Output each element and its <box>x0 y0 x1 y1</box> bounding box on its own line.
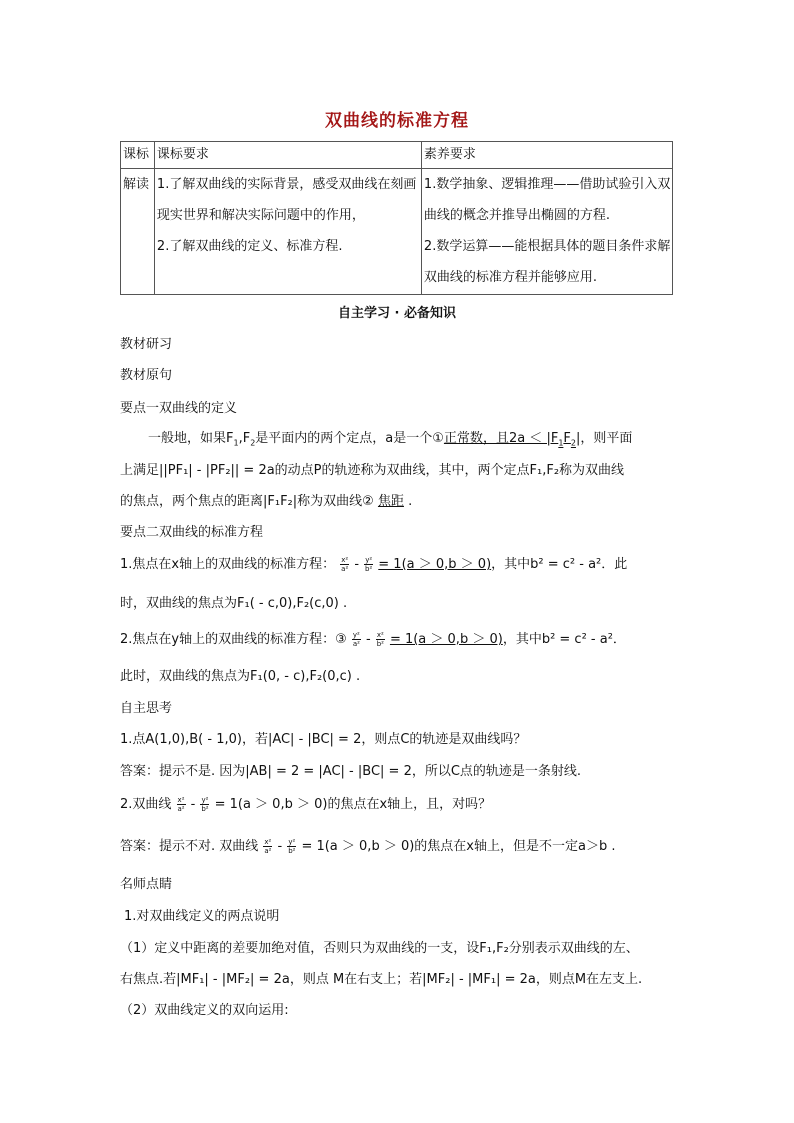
literacy-item: 2.数学运算——能根据具体的题目条件求解双曲线的标准方程并能够应用. <box>423 239 671 285</box>
answer-1: 答案：提示不是. 因为|AB| = 2 = |AC| - |BC| = 2，所以C点的轨迹是一条射线. <box>120 764 582 779</box>
point1-line1: 一般地，如果$F_1,F_2$是平面内的两个定点，a是一个①正常数，且$2a < |F_1F_2|$，则平面 <box>148 431 633 448</box>
fraction: $\frac{\text{x²}}{\text{a²}}$ <box>264 838 272 855</box>
question-1: 1.点A(1,0),B( - 1,0)，若|AC| - |BC| = 2，则点C的轨迹是双曲线吗？ <box>120 732 527 747</box>
point1-line2: 上满足||PF₁| - |PF₂|| = 2a的动点P的轨迹称为双曲线，其中，两个定点F₁,F₂称为双曲线 <box>120 463 625 478</box>
std-eq-y: 2.焦点在y轴上的双曲线的标准方程：③ $\frac{\text{y²}}{\text{a²}}$ - $\frac{\text{x²}}{\text{b²}}$ = 1(a ＞ 0,b ＞ 0)，其中b² = c² - a²． <box>120 631 626 648</box>
fraction: $\frac{\text{x²}}{\text{a²}}$ <box>177 796 185 813</box>
curriculum-table <box>120 141 673 295</box>
std-eq-x: 1.焦点在x轴上的双曲线的标准方程： $\frac{\text{x²}}{\text{a²}}$ - $\frac{\text{y²}}{\text{b²}}$ = 1(a ＞ 0,b ＞ 0)，其中b² = c² - a²．此 <box>120 556 628 573</box>
fraction: $\frac{\text{y²}}{\text{b²}}$ <box>288 838 296 855</box>
original-label: 教材原句 <box>120 368 173 383</box>
teacher-point-3: 右焦点.若|MF₁| - |MF₂| = 2a，则点 M在右支上；若|MF₂| - |MF₁| = 2a，则点M在左支上. <box>120 972 643 987</box>
table-header-cell: 课标 <box>121 142 155 169</box>
literacy-item: 1.数学抽象、逻辑推理——借助试验引入双曲线的概念并推导出椭圆的方程. <box>423 177 671 223</box>
requirement-item: 1.了解双曲线的实际背景，感受双曲线在刻画现实世界和解决实际问题中的作用， <box>156 177 417 223</box>
table-row-label: 解读 <box>121 169 155 295</box>
blank-answer: 焦距 <box>377 494 404 509</box>
table-header-cell: 素养要求 <box>421 142 672 169</box>
fraction: $\frac{\text{y²}}{\text{b²}}$ <box>365 556 373 573</box>
fraction: $\frac{\text{x²}}{\text{a²}}$ <box>341 556 349 573</box>
teacher-point-2: （1）定义中距离的差要加绝对值，否则只为双曲线的一支，设F₁,F₂分别表示双曲线的左、 <box>120 941 639 956</box>
requirement-item: 2.了解双曲线的定义、标准方程. <box>156 239 343 254</box>
fraction: $\frac{\text{y²}}{\text{b²}}$ <box>201 796 209 813</box>
page-title: 双曲线的标准方程 <box>325 111 469 131</box>
think-title: 自主思考 <box>120 701 173 716</box>
fraction: $\frac{\text{x²}}{\text{b²}}$ <box>376 631 384 648</box>
point1-title: 要点一双曲线的定义 <box>120 401 238 416</box>
point1-line3: 的焦点，两个焦点的距离|F₁F₂|称为双曲线② 焦距 . <box>120 494 413 509</box>
teacher-point-4: （2）双曲线定义的双向运用: <box>120 1003 289 1018</box>
question-2: 2.双曲线 $\frac{\text{x²}}{\text{a²}}$ - $\frac{\text{y²}}{\text{b²}}$ = 1(a ＞ 0,b ＞ 0)的焦点在x轴上，且，对吗？ <box>120 796 492 813</box>
section-title: 自主学习 · 必备知识 <box>338 306 456 321</box>
blank-answer: 正常数 <box>443 431 483 446</box>
answer-2: 答案：提示不对. 双曲线 $\frac{\text{x²}}{\text{a²}}$ - $\frac{\text{y²}}{\text{b²}}$ = 1(a ＞ 0,b ＞ 0)的焦点在x轴上，但是不一定a＞b . <box>120 838 616 855</box>
std-eq-x-line2: 时，双曲线的焦点为F₁( - c,0),F₂(c,0) . <box>120 596 348 611</box>
point2-title: 要点二双曲线的标准方程 <box>120 525 264 540</box>
table-cell-literacy <box>421 169 672 295</box>
teacher-title: 名师点睛 <box>120 877 173 892</box>
std-eq-y-line2: 此时，双曲线的焦点为F₁(0, - c),F₂(0,c) . <box>120 669 361 684</box>
table-cell-requirements <box>154 169 421 295</box>
study-label: 教材研习 <box>120 337 173 352</box>
teacher-point-1: 1.对双曲线定义的两点说明 <box>124 909 280 924</box>
fraction: $\frac{\text{y²}}{\text{a²}}$ <box>352 631 360 648</box>
table-header-cell: 课标要求 <box>154 142 421 169</box>
